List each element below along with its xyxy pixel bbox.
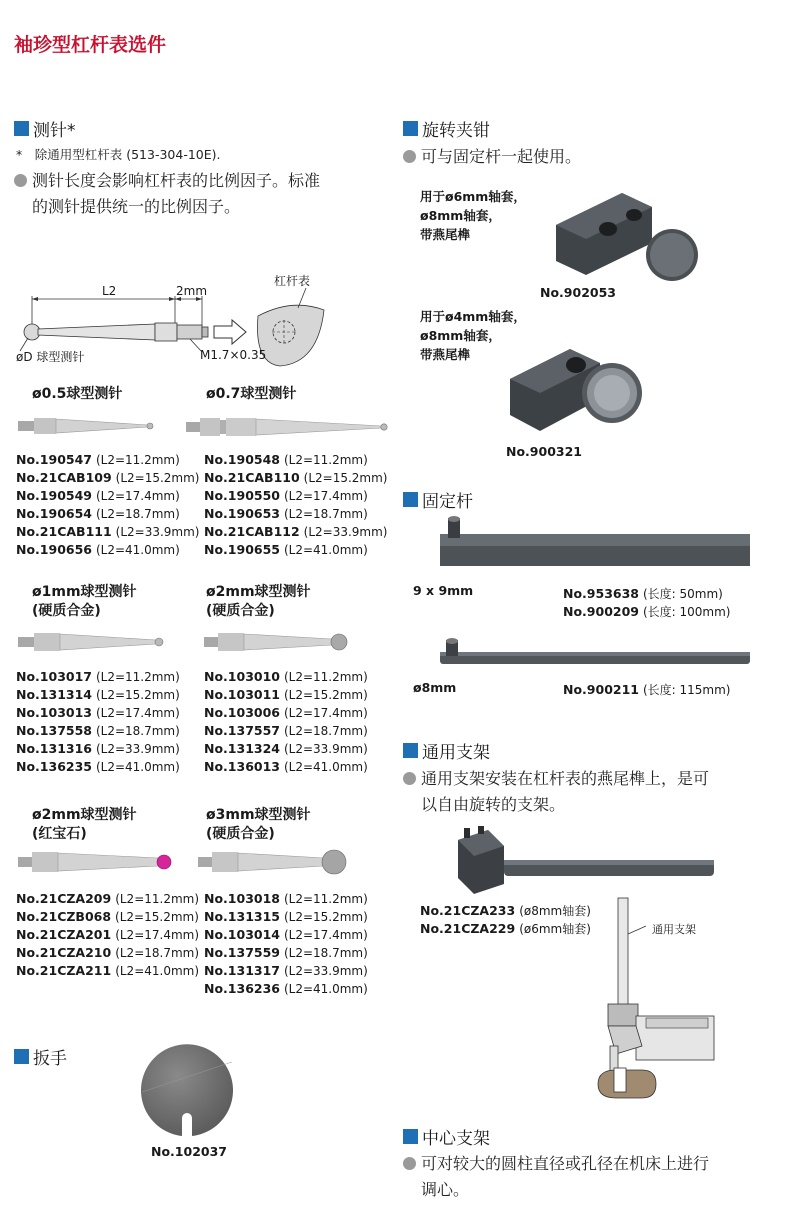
list-item: No.136236 (L2=41.0mm) [204, 981, 368, 996]
list-item: No.190548 (L2=11.2mm) [204, 452, 368, 467]
section-title: 中心支架 [422, 1129, 490, 1149]
square-rod-image [440, 516, 770, 572]
universal-description: 通用支架安装在杠杆表的燕尾榫上，是可 以自由旋转的支架。 [403, 766, 785, 818]
section-marker-icon [403, 492, 418, 507]
stylus-2mm-carbide-image [204, 628, 354, 656]
stylus-group-list [16, 668, 180, 776]
list-item: No.21CZA211 (L2=41.0mm) [16, 963, 200, 978]
indicator-label: 杠杆表 [274, 274, 311, 288]
list-item: No.103011 (L2=15.2mm) [204, 687, 368, 702]
list-item: No.953638 (长度: 50mm) [563, 586, 723, 601]
clamp-1-part-no: No.902053 [540, 285, 616, 300]
square-rod-list [563, 585, 730, 621]
list-item: No.21CAB111 (L2=33.9mm) [16, 524, 200, 539]
stylus-group-title: ø2mm球型测针 (硬质合金) [206, 584, 311, 619]
stylus-1mm-image [18, 630, 168, 654]
list-item: No.190654 (L2=18.7mm) [16, 506, 180, 521]
clamp-902053-image [552, 185, 702, 285]
list-item: No.21CAB112 (L2=33.9mm) [204, 524, 388, 539]
section-marker-icon [403, 121, 418, 136]
section-title: 固定杆 [422, 492, 473, 512]
round-rod-image [440, 638, 760, 670]
clamp-2-part-no: No.900321 [506, 444, 582, 459]
stylus-ruby-image [18, 848, 178, 876]
list-item: No.21CZB068 (L2=15.2mm) [16, 909, 199, 924]
list-item: No.103013 (L2=17.4mm) [16, 705, 180, 720]
list-item: No.136013 (L2=41.0mm) [204, 759, 368, 774]
list-item: No.21CAB110 (L2=15.2mm) [204, 470, 388, 485]
stylus-group-title: ø2mm球型测针 (红宝石) [32, 807, 137, 842]
list-item: No.190550 (L2=17.4mm) [204, 488, 368, 503]
stylus-0-5-image [18, 414, 168, 438]
stylus-description: 测针长度会影响杠杆表的比例因子。标准 的测针提供统一的比例因子。 [14, 168, 394, 220]
bullet-icon [403, 772, 416, 785]
clamp-900321-image [506, 335, 656, 443]
list-item: No.900211 (长度: 115mm) [563, 682, 731, 697]
list-item: No.21CZA209 (L2=11.2mm) [16, 891, 200, 906]
clamp-2-spec: 用于ø4mm轴套， ø8mm轴套， 带燕尾榫 [420, 309, 526, 362]
list-item: No.21CZA233 (ø8mm轴套) [420, 903, 591, 918]
universal-list [420, 902, 591, 938]
list-item: No.131324 (L2=33.9mm) [204, 741, 368, 756]
list-item: No.131316 (L2=33.9mm) [16, 741, 180, 756]
list-item: No.21CZA210 (L2=18.7mm) [16, 945, 200, 960]
dim-2mm-label: 2mm [176, 284, 208, 298]
page-title: 袖珍型杠杆表选件 [14, 34, 167, 56]
section-marker-icon [403, 743, 418, 758]
dim-l2-label: L2 [102, 284, 117, 298]
list-item: No.190549 (L2=17.4mm) [16, 488, 180, 503]
list-item: No.21CZA201 (L2=17.4mm) [16, 927, 200, 942]
list-item: No.190656 (L2=41.0mm) [16, 542, 180, 557]
list-item: No.103014 (L2=17.4mm) [204, 927, 368, 942]
section-header-stylus [14, 116, 76, 141]
stylus-3mm-image [198, 846, 358, 878]
list-item: No.900209 (长度: 100mm) [563, 604, 731, 619]
list-item: No.103017 (L2=11.2mm) [16, 669, 180, 684]
list-item: No.137559 (L2=18.7mm) [204, 945, 368, 960]
stylus-group-list [204, 451, 388, 559]
list-item: No.136235 (L2=41.0mm) [16, 759, 180, 774]
round-rod-size: ø8mm [413, 680, 457, 695]
universal-holder-image [444, 826, 724, 902]
section-header-universal [403, 738, 490, 763]
universal-callout: 通用支架 [652, 923, 696, 936]
list-item: No.190653 (L2=18.7mm) [204, 506, 368, 521]
stylus-group-list [204, 890, 368, 998]
clamp-1-spec: 用于ø6mm轴套， ø8mm轴套， 带燕尾榫 [420, 189, 526, 242]
list-item: No.131314 (L2=15.2mm) [16, 687, 180, 702]
bullet-icon [403, 150, 416, 163]
section-title: 通用支架 [422, 743, 490, 763]
od-ball-label: øD 球型测针 [16, 350, 85, 364]
stylus-group-list [16, 890, 199, 980]
stylus-group-list [16, 451, 200, 559]
clamp-description: 可与固定杆一起使用。 [403, 144, 581, 170]
stylus-group-title: ø0.7球型测针 [206, 386, 297, 402]
square-rod-size: 9 x 9mm [413, 583, 474, 598]
list-item: No.21CAB109 (L2=15.2mm) [16, 470, 200, 485]
center-description: 可对较大的圆柱直径或孔径在机床上进行 调心。 [403, 1151, 785, 1203]
section-marker-icon [14, 1049, 29, 1064]
section-title: 扳手 [33, 1049, 67, 1069]
section-marker-icon [14, 121, 29, 136]
section-title: 测针* [33, 121, 76, 141]
bullet-icon [14, 174, 27, 187]
list-item: No.131315 (L2=15.2mm) [204, 909, 368, 924]
section-header-clamp [403, 116, 490, 141]
list-item: No.190547 (L2=11.2mm) [16, 452, 180, 467]
list-item: No.137558 (L2=18.7mm) [16, 723, 180, 738]
stylus-0-7-image [186, 414, 396, 440]
wrench-part-no: No.102037 [151, 1144, 227, 1159]
stylus-group-title: ø1mm球型测针 (硬质合金) [32, 584, 137, 619]
section-header-center [403, 1124, 490, 1149]
list-item: No.137557 (L2=18.7mm) [204, 723, 368, 738]
list-item: No.103010 (L2=11.2mm) [204, 669, 368, 684]
section-title: 旋转夹钳 [422, 121, 490, 141]
section-header-fixed-rod [403, 487, 473, 512]
stylus-group-title: ø3mm球型测针 (硬质合金) [206, 807, 311, 842]
section-header-wrench [14, 1044, 67, 1069]
round-rod-list [563, 681, 730, 699]
list-item: No.103018 (L2=11.2mm) [204, 891, 368, 906]
thread-label: M1.7×0.35 [200, 348, 267, 362]
stylus-footnote: * 除通用型杠杆表 (513-304-10E). [16, 147, 221, 162]
list-item: No.21CZA229 (ø6mm轴套) [420, 921, 591, 936]
bullet-icon [403, 1157, 416, 1170]
list-item: No.131317 (L2=33.9mm) [204, 963, 368, 978]
list-item: No.103006 (L2=17.4mm) [204, 705, 368, 720]
list-item: No.190655 (L2=41.0mm) [204, 542, 368, 557]
section-marker-icon [403, 1129, 418, 1144]
stylus-group-list [204, 668, 368, 776]
wrench-image [140, 1032, 234, 1142]
stylus-group-title: ø0.5球型测针 [32, 386, 123, 402]
